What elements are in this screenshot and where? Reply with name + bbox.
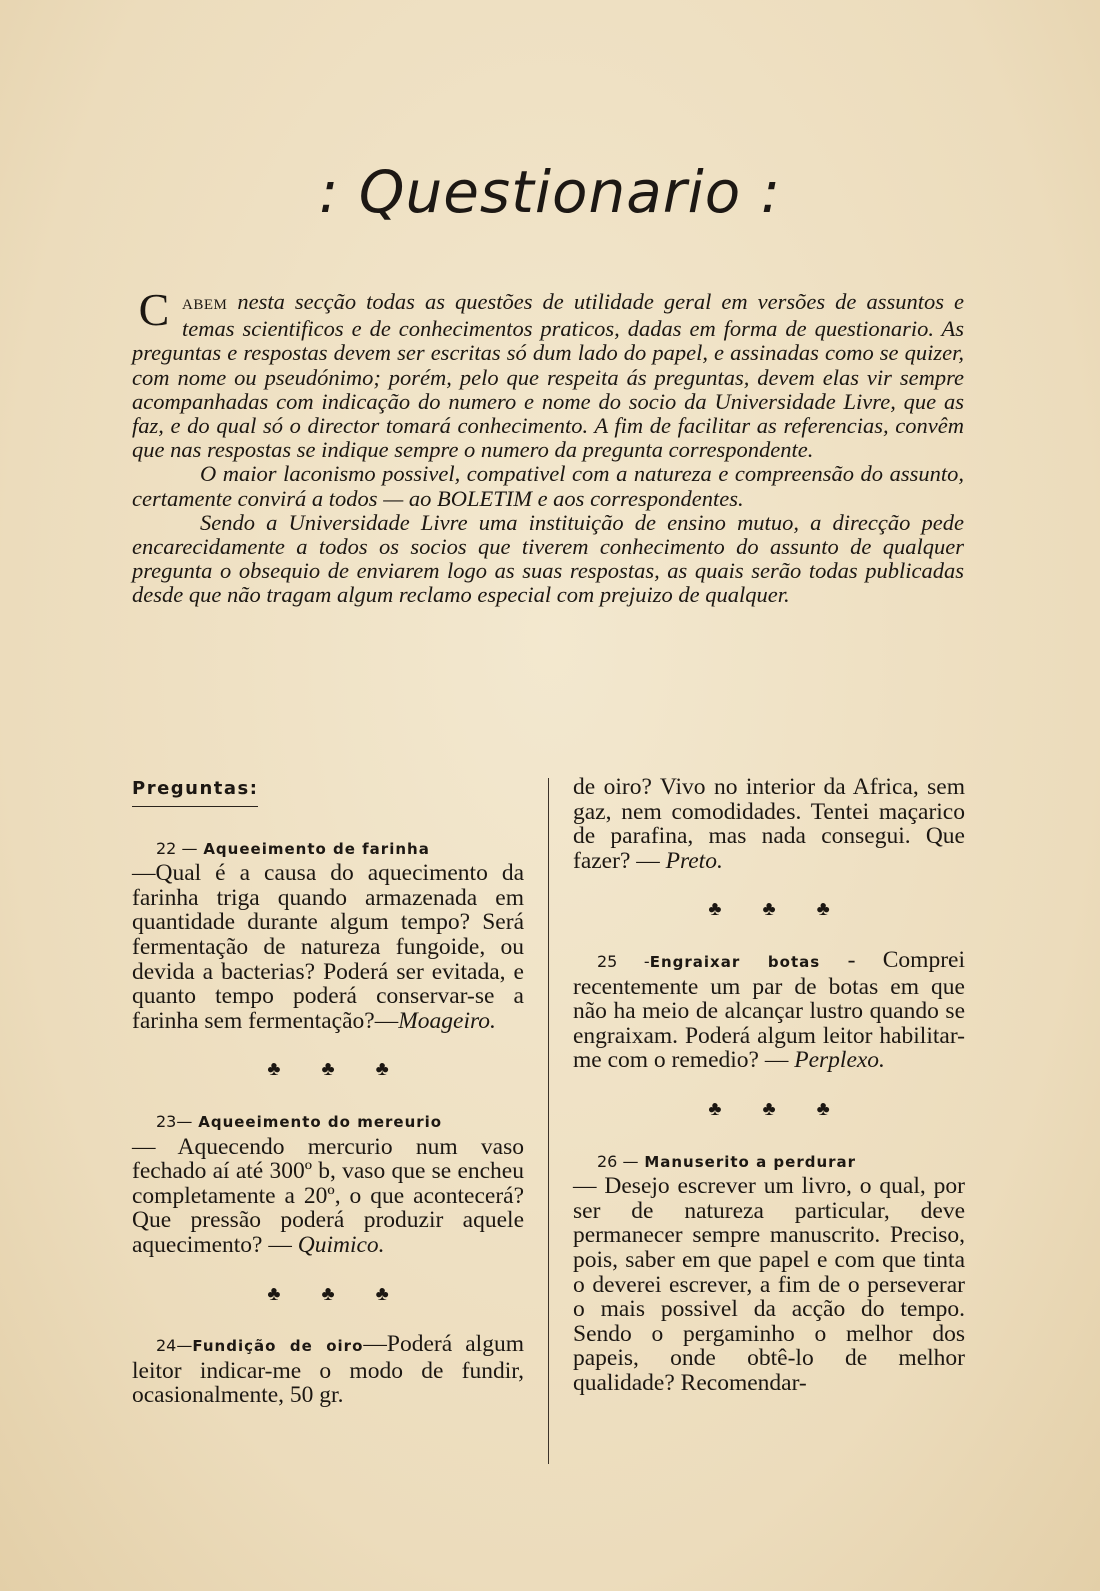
question-author: Quimico. — [297, 1231, 385, 1258]
question-body-continued: de oiro? Vivo no interior da Africa, sem gaz, nem comodidades. Tentei maçarico de parafina, mas nada consegui. Que fazer? — — [573, 774, 965, 874]
question-26 — [573, 1148, 965, 1396]
question-author: Preto. — [665, 847, 723, 874]
question-body: - Comprei recentemente um par de botas em que não ha meio de alcançar lustro quando se engraixam. Poderá algum leitor habilitar-me com o remedio? — — [573, 946, 965, 1074]
column-divider — [548, 778, 549, 1464]
question-body: —Poderá algum leitor indicar-me o modo de fundir, ocasionalmente, 50 gr. — [132, 1331, 524, 1409]
question-header — [573, 1148, 965, 1175]
question-number: 22 — — [156, 838, 198, 858]
intro-paragraph-1 — [132, 284, 965, 463]
left-column — [132, 775, 524, 1432]
ornament-divider: ♣ ♣ ♣ — [267, 1058, 407, 1081]
question-24-continued — [573, 775, 965, 873]
intro-paragraph-1-text: nesta secção todas as questões de utilidade geral em versões de assuntos e temas scientificos e de conhecimentos praticos, dadas em forma de questionario. As preguntas e respostas devem ser escritas só dum lado do papel, e assinadas como se quizer, com nome ou pseudónimo; porém, pelo que respeita ás preguntas, devem elas vir sempre acompanhadas com indicação do numero e nome do socio da Universidade Livre, que as faz, e do qual só o director tomará conhecimento. A fim de facilitar as referencias, convêm que nas respostas se indique sempre o numero da pregunta correspondente. — [132, 289, 965, 463]
question-title: Aqueeimento de farinha — [203, 839, 430, 858]
question-author: Perplexo. — [794, 1047, 885, 1074]
page-title: : Questionario : — [318, 158, 782, 226]
intro-paragraph-2: O maior laconismo possivel, compativel com a natureza e compreensão do assunto, certamente convirá a todos — ao BOLETIM e aos correspondentes. — [132, 461, 964, 511]
question-title: Fundição de oiro — [192, 1337, 364, 1356]
question-number: 24— — [156, 1336, 193, 1356]
intro-text — [132, 284, 965, 608]
ornament-divider: ♣ ♣ ♣ — [267, 1282, 407, 1305]
ornament-divider: ♣ ♣ ♣ — [708, 898, 848, 921]
ornament-divider: ♣ ♣ ♣ — [708, 1097, 848, 1120]
lead-word: ABEM — [182, 297, 228, 313]
right-column — [573, 775, 965, 1419]
question-header — [132, 1108, 524, 1135]
question-body: —Qual é a causa do aquecimento da farinha triga quando armazenada em quantidade durante algum tempo? Será fermentação de natureza fungoide, ou devida a bacterias? Poderá ser evitada, e quanto tempo poderá conservar-se a farinha sem fermentação?— — [132, 860, 524, 1034]
section-heading: Preguntas: — [132, 777, 258, 807]
question-number: 26 — — [597, 1151, 639, 1171]
question-header — [132, 835, 524, 862]
question-author: Moageiro. — [398, 1007, 496, 1034]
question-number: 25 - — [597, 951, 650, 971]
intro-paragraph-3: Sendo a Universidade Livre uma instituição de ensino mutuo, a direcção pede encarecidamente a todos os socios que tiverem conhecimento do assunto de qualquer pregunta o obsequio de enviarem logo as suas respostas, as quais serão todas publicadas desde que não tragam algum reclamo especial com prejuizo de qualquer. — [132, 509, 964, 608]
question-23 — [132, 1108, 524, 1258]
question-body: — Aquecendo mercurio num vaso fechado aí até 300º b, vaso que se encheu completamente a 20º, o que acontecerá? Que pressão poderá produzir aquele aquecimento? — — [132, 1133, 524, 1258]
question-body: — Desejo escrever um livro, o qual, por ser de natureza particular, deve permanecer sempre manuscrito. Preciso, pois, saber em que papel e com que tinta o deverei escrever, a fim de o perseverar o mais possivel da acção do tempo. Sendo o pergaminho o melhor dos papeis, onde obtê-lo de melhor qualidade? Recomendar- — [573, 1173, 965, 1396]
question-24 — [132, 1332, 524, 1408]
question-22 — [132, 835, 524, 1034]
question-title: Engraixar botas — [649, 952, 821, 971]
question-title: Aqueeimento do mereurio — [198, 1112, 443, 1131]
drop-cap: C — [138, 284, 170, 335]
question-title: Manuserito a perdurar — [644, 1152, 857, 1171]
question-25 — [573, 948, 965, 1073]
question-number: 23— — [156, 1111, 193, 1131]
